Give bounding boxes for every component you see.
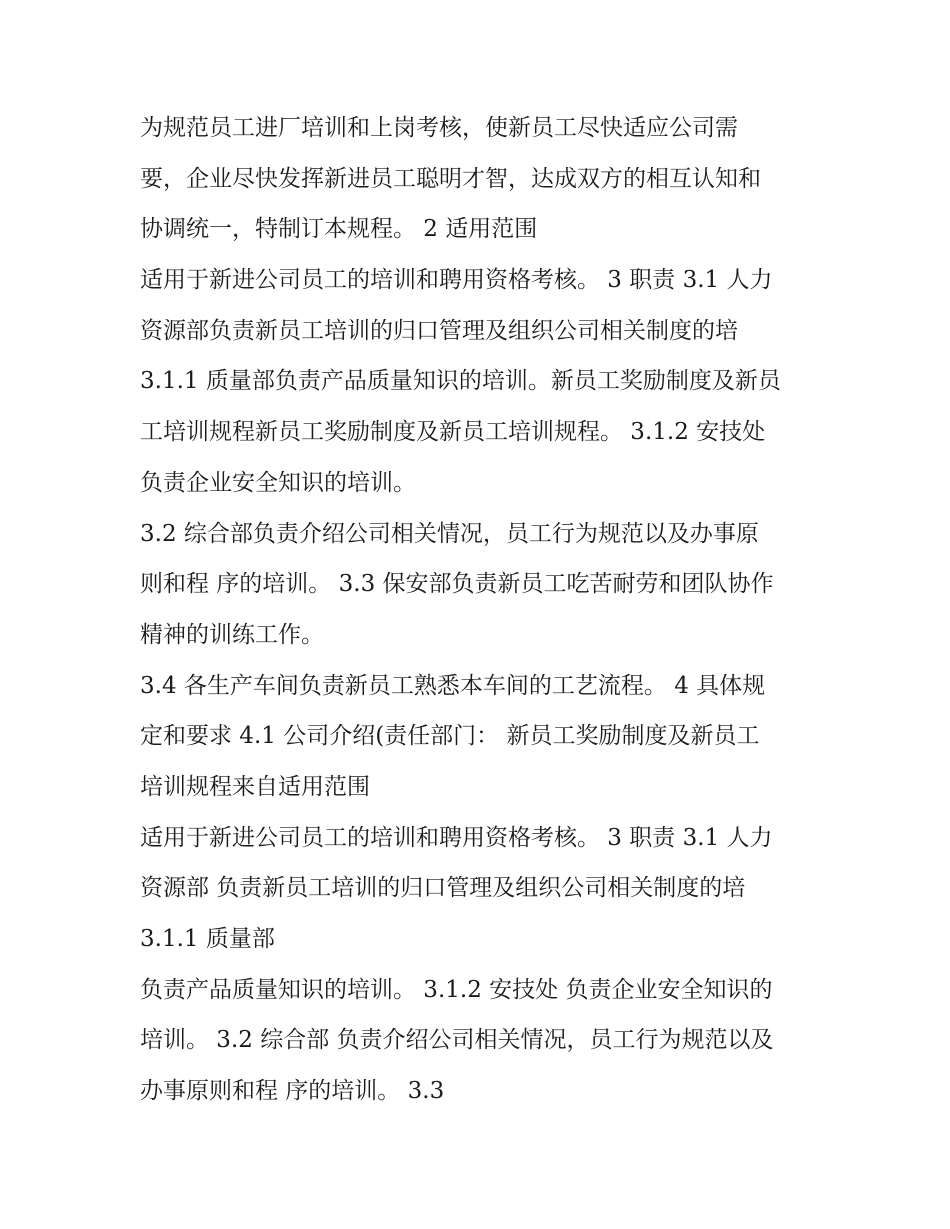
text-line: 工培训规程新员工奖励制度及新员工培训规程。 3.1.2 安技处 <box>140 419 766 446</box>
text-line: 适用于新进公司员工的培训和聘用资格考核。 3 职责 3.1 人力 <box>140 267 773 294</box>
text-line: 为规范员工进厂培训和上岗考核，使新员工尽快适应公司需 <box>140 115 738 141</box>
text-line: 培训规程来自适用范围 <box>140 773 370 800</box>
text-line: 资源部负责新员工培训的归口管理及组织公司相关制度的培 <box>140 317 738 344</box>
text-line: 要，企业尽快发挥新进员工聪明才智，达成双方的相互认知和 <box>140 165 761 192</box>
text-line: 3.4 各生产车间负责新员工熟悉本车间的工艺流程。 4 具体规 <box>140 672 766 699</box>
text-line: 定和要求 4.1 公司介绍(责任部门： 新员工奖励制度及新员工 <box>140 723 760 750</box>
text-line: 3.2 综合部负责介绍公司相关情况，员工行为规范以及办事原 <box>140 520 759 547</box>
text-line: 协调统一，特制订本规程。 2 适用范围 <box>140 216 538 243</box>
text-line: 办事原则和程 序的培训。 3.3 <box>140 1078 445 1105</box>
text-line: 培训。 3.2 综合部 负责介绍公司相关情况，员工行为规范以及 <box>140 1027 774 1054</box>
text-line: 3.1.1 质量部 <box>140 926 275 952</box>
text-line: 3.1.1 质量部负责产品质量知识的培训。新员工奖励制度及新员 <box>140 368 781 395</box>
text-line: 适用于新进公司员工的培训和聘用资格考核。 3 职责 3.1 人力 <box>140 824 773 851</box>
text-line: 精神的训练工作。 <box>140 621 324 648</box>
text-line: 资源部 负责新员工培训的归口管理及组织公司相关制度的培 <box>140 875 746 902</box>
text-line: 负责产品质量知识的培训。 3.1.2 安技处 负责企业安全知识的 <box>140 976 773 1003</box>
document-body <box>140 103 840 1117</box>
text-line: 负责企业安全知识的培训。 <box>140 469 416 496</box>
text-line: 则和程 序的培训。 3.3 保安部负责新员工吃苦耐劳和团队协作 <box>140 571 774 598</box>
